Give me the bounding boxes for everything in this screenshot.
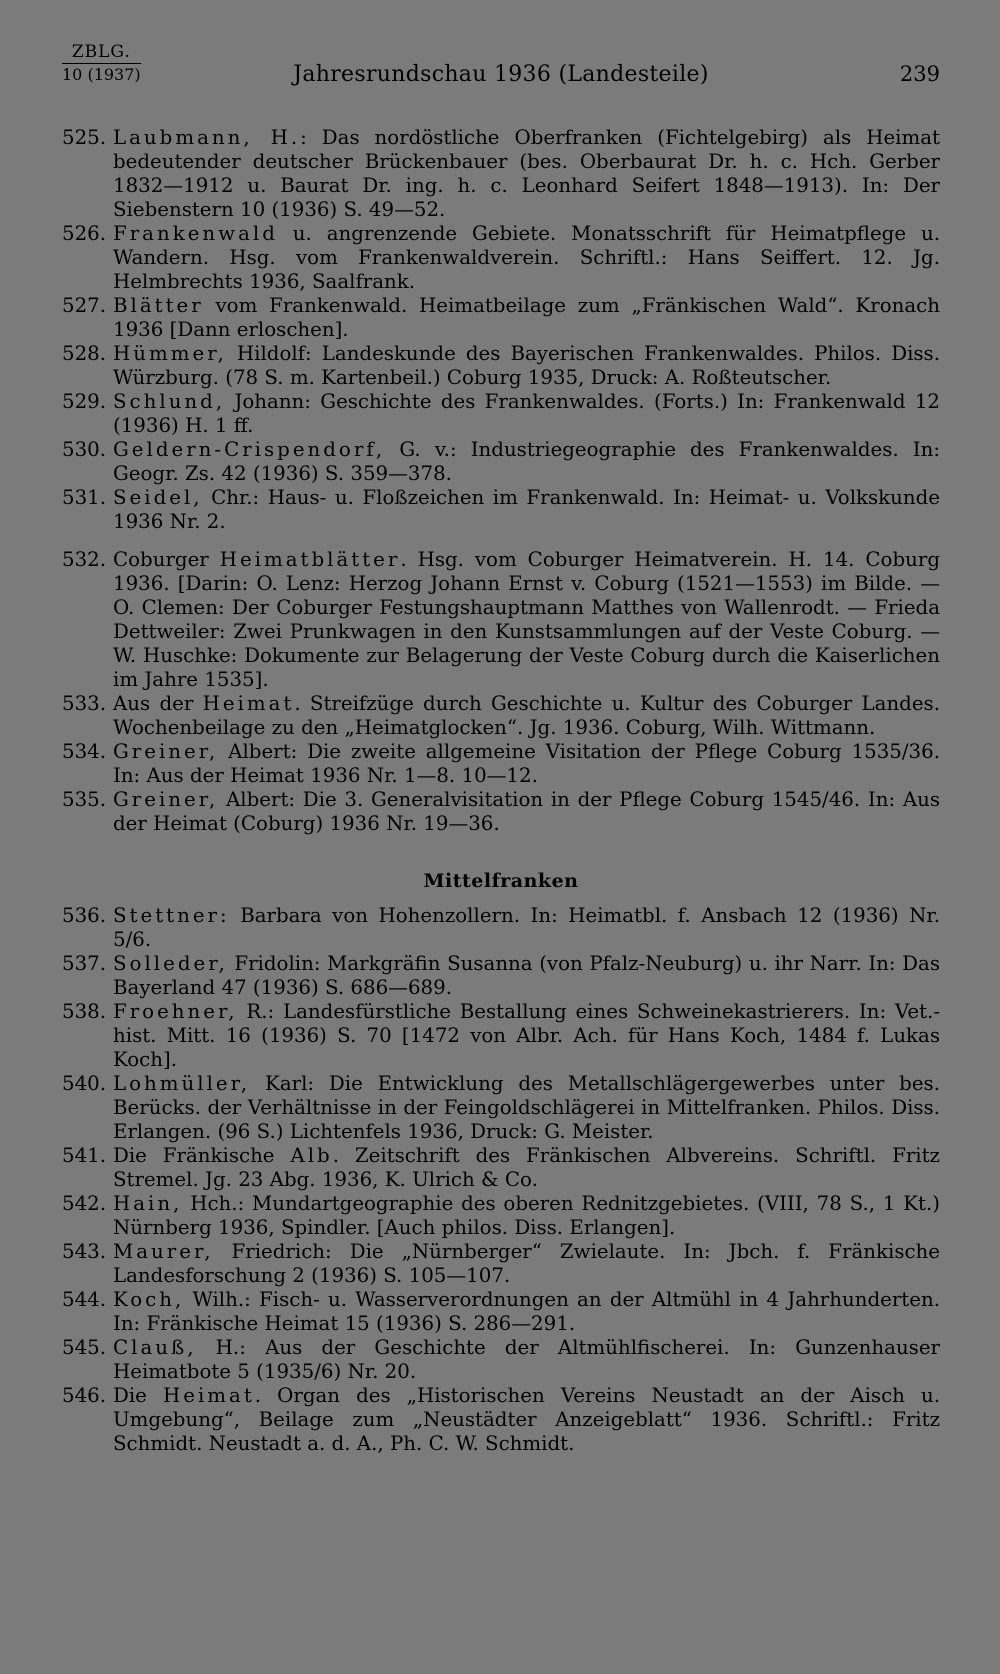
entry-number: 526. — [62, 222, 107, 245]
bibliography-entry — [62, 294, 940, 342]
entry-number: 533. — [62, 692, 107, 715]
entry-author: Greiner, — [113, 740, 219, 763]
entry-number: 536. — [62, 904, 107, 927]
section-heading: Mittelfranken — [423, 870, 579, 892]
entry-text: H.: Aus der Geschichte der Altmühlfischerei. In: Gunzenhauser Heimatbote 5 (1935/6) Nr. 20. — [113, 1336, 940, 1383]
bibliography-entry — [62, 904, 940, 952]
entry-prefix: Die — [113, 1384, 163, 1407]
entry-author: Seidel, — [113, 486, 203, 509]
entry-author: Geldern-Crispendorf, — [113, 438, 386, 461]
entry-author: Greiner, — [113, 788, 219, 811]
entry-author: Schlund, — [113, 390, 226, 413]
entry-number: 540. — [62, 1072, 107, 1095]
entry-author: Solleder, — [113, 952, 228, 975]
entry-author: Clauß, — [113, 1336, 197, 1359]
entry-author: Maurer, — [113, 1240, 214, 1263]
entry-text: Albert: Die 3. Generalvisitation in der Pflege Coburg 1545/46. In: Aus der Heimat (Coburg) 1936 Nr. 19—36. — [113, 788, 940, 835]
bibliography-entry — [62, 788, 940, 836]
entry-author: Koch, — [113, 1288, 185, 1311]
bibliography-entry — [62, 222, 940, 294]
entry-author: Hümmer, — [113, 342, 227, 365]
entry-text: . Streifzüge durch Geschichte u. Kultur des Coburger Landes. Wochenbeilage zu den „Heimatglocken“. Jg. 1936. Coburg, Wilh. Wittmann. — [113, 692, 940, 739]
entry-text: . Zeitschrift des Fränkischen Albvereins. Schriftl. Fritz Stremel. Jg. 23 Abg. 1936, K. Ulrich & Co. — [113, 1144, 940, 1191]
bibliography-entry — [62, 390, 940, 438]
bibliography-entry — [62, 952, 940, 1000]
entry-number: 530. — [62, 438, 107, 461]
entry-text: u. angrenzende Gebiete. Monatsschrift für Heimatpflege u. Wandern. Hsg. vom Frankenwaldverein. Schriftl.: Hans Seiffert. 12. Jg. Helmbrechts 1936, Saalfrank. — [113, 222, 940, 293]
journal-abbreviation: ZBLG. — [62, 42, 141, 64]
entry-prefix: Aus der — [113, 692, 203, 715]
bibliography-entry — [62, 1072, 940, 1144]
entry-prefix: Die Fränkische — [113, 1144, 291, 1167]
entry-text: . Organ des „Historischen Vereins Neustadt an der Aisch u. Umgebung“, Beilage zum „Neustädter Anzeigeblatt“ 1936. Schriftl.: Fritz Schmidt. Neustadt a. d. A., Ph. C. W. Schmidt. — [113, 1384, 940, 1455]
bibliography-entry — [62, 486, 940, 534]
entry-number: 525. — [62, 126, 107, 149]
entry-author: Alb — [290, 1144, 333, 1167]
bibliography-entry — [62, 740, 940, 788]
entry-text: Barbara von Hohenzollern. In: Heimatbl. f. Ansbach 12 (1936) Nr. 5/6. — [113, 904, 940, 951]
entry-text: Albert: Die zweite allgemeine Visitation der Pflege Coburg 1535/36. In: Aus der Heimat 1936 Nr. 1—8. 10—12. — [113, 740, 940, 787]
bibliography-entry — [62, 1240, 940, 1288]
entry-group-coburg — [62, 548, 940, 836]
entry-text: Karl: Die Entwicklung des Metallschlägergewerbes unter bes. Berücks. der Verhältnisse in der Feingoldschlägerei in Mittelfranken. Philos. Diss. Erlangen. (96 S.) Lichtenfels 1936, Druck: G. Meister. — [113, 1072, 940, 1143]
entry-text: Fridolin: Markgräfin Susanna (von Pfalz-Neuburg) u. ihr Narr. In: Das Bayerland 47 (1936) S. 686—689. — [113, 952, 940, 999]
bibliography-entry — [62, 1000, 940, 1072]
bibliography-entry — [62, 548, 940, 692]
bibliography-entry — [62, 1192, 940, 1240]
entry-text: Hch.: Mundartgeographie des oberen Rednitzgebietes. (VIII, 78 S., 1 Kt.) Nürnberg 1936, Spindler. [Auch philos. Diss. Erlangen]. — [113, 1192, 940, 1239]
entry-number: 546. — [62, 1384, 107, 1407]
bibliography-entry — [62, 1288, 940, 1336]
page-number: 239 — [899, 62, 940, 86]
entry-text: G. v.: Industriegeographie des Frankenwaldes. In: Geogr. Zs. 42 (1936) S. 359—378. — [113, 438, 940, 485]
entry-text: Hildolf: Landeskunde des Bayerischen Frankenwaldes. Philos. Diss. Würzburg. (78 S. m. Kartenbeil.) Coburg 1935, Druck: A. Roßteutscher. — [113, 342, 940, 389]
entry-number: 527. — [62, 294, 107, 317]
entry-number: 545. — [62, 1336, 107, 1359]
entry-text: . Hsg. vom Coburger Heimatverein. H. 14. Coburg 1936. [Darin: O. Lenz: Herzog Johann Ernst v. Coburg (1521—1553) im Bilde. — O. Clemen: Der Coburger Festungshauptmann Matthes von Wallenrodt. — Frieda Dettweiler: Zwei Prunkwagen in den Kunstsammlungen auf der Veste Coburg. — W. Huschke: Dokumente zur Belagerung der Veste Coburg durch die Kaiserlichen im Jahre 1535]. — [113, 548, 940, 691]
bibliography-body — [62, 126, 940, 1456]
running-title: Jahresrundschau 1936 (Landesteile) — [293, 62, 709, 87]
entry-number: 541. — [62, 1144, 107, 1167]
entry-number: 542. — [62, 1192, 107, 1215]
page-header — [62, 42, 940, 102]
entry-author: Heimat — [162, 1384, 255, 1407]
entry-text: Chr.: Haus- u. Floßzeichen im Frankenwald. In: Heimat- u. Volkskunde 1936 Nr. 2. — [113, 486, 940, 533]
entry-author: Froehner, — [113, 1000, 238, 1023]
entry-author: Heimat — [202, 692, 295, 715]
entry-group-mittelfranken — [62, 904, 940, 1456]
entry-number: 531. — [62, 486, 107, 509]
entry-prefix: Coburger — [113, 548, 220, 571]
entry-number: 543. — [62, 1240, 107, 1263]
entry-author: Blätter — [113, 294, 204, 317]
entry-author: Frankenwald — [113, 222, 278, 245]
entry-group-oberfranken-frankenwald — [62, 126, 940, 534]
entry-number: 534. — [62, 740, 107, 763]
entry-text: vom Frankenwald. Heimatbeilage zum „Fränkischen Wald“. Kronach 1936 [Dann erloschen]. — [113, 294, 940, 341]
entry-author: Stettner: — [113, 904, 230, 927]
bibliography-entry — [62, 126, 940, 222]
entry-text: R.: Landesfürstliche Bestallung eines Schweinekastrierers. In: Vet.-hist. Mitt. 16 (1936) S. 70 [1472 von Albr. Ach. für Hans Koch, 1484 f. Lukas Koch]. — [113, 1000, 940, 1071]
entry-text: Wilh.: Fisch- u. Wasserverordnungen an der Altmühl in 4 Jahrhunderten. In: Fränkische Heimat 15 (1936) S. 286—291. — [113, 1288, 940, 1335]
entry-number: 532. — [62, 548, 107, 571]
entry-text: Friedrich: Die „Nürnberger“ Zwielaute. In: Jbch. f. Fränkische Landesforschung 2 (1936) S. 105—107. — [113, 1240, 940, 1287]
entry-number: 538. — [62, 1000, 107, 1023]
entry-author: Heimatblätter — [219, 548, 401, 571]
group-spacer — [62, 534, 940, 548]
bibliography-entry — [62, 342, 940, 390]
bibliography-entry — [62, 438, 940, 486]
entry-number: 535. — [62, 788, 107, 811]
entry-text: : Das nordöstliche Oberfranken (Fichtelgebirg) als Heimat bedeutender deutscher Brückenbauer (bes. Oberbaurat Dr. h. c. Hch. Gerber 1832—1912 u. Baurat Dr. ing. h. c. Leonhard Seifert 1848—1913). In: Der Siebenstern 10 (1936) S. 49—52. — [113, 126, 940, 221]
bibliography-entry — [62, 1336, 940, 1384]
entry-author: Laubmann, H. — [113, 126, 301, 149]
bibliography-entry — [62, 1144, 940, 1192]
entry-number: 537. — [62, 952, 107, 975]
entry-number: 529. — [62, 390, 107, 413]
entry-number: 544. — [62, 1288, 107, 1311]
entry-text: Johann: Geschichte des Frankenwaldes. (Forts.) In: Frankenwald 12 (1936) H. 1 ff. — [113, 390, 940, 437]
bibliography-entry — [62, 1384, 940, 1456]
entry-number: 528. — [62, 342, 107, 365]
entry-author: Hain, — [113, 1192, 183, 1215]
journal-volume: 10 (1937) — [62, 65, 141, 84]
bibliography-entry — [62, 692, 940, 740]
entry-author: Lohmüller, — [113, 1072, 251, 1095]
